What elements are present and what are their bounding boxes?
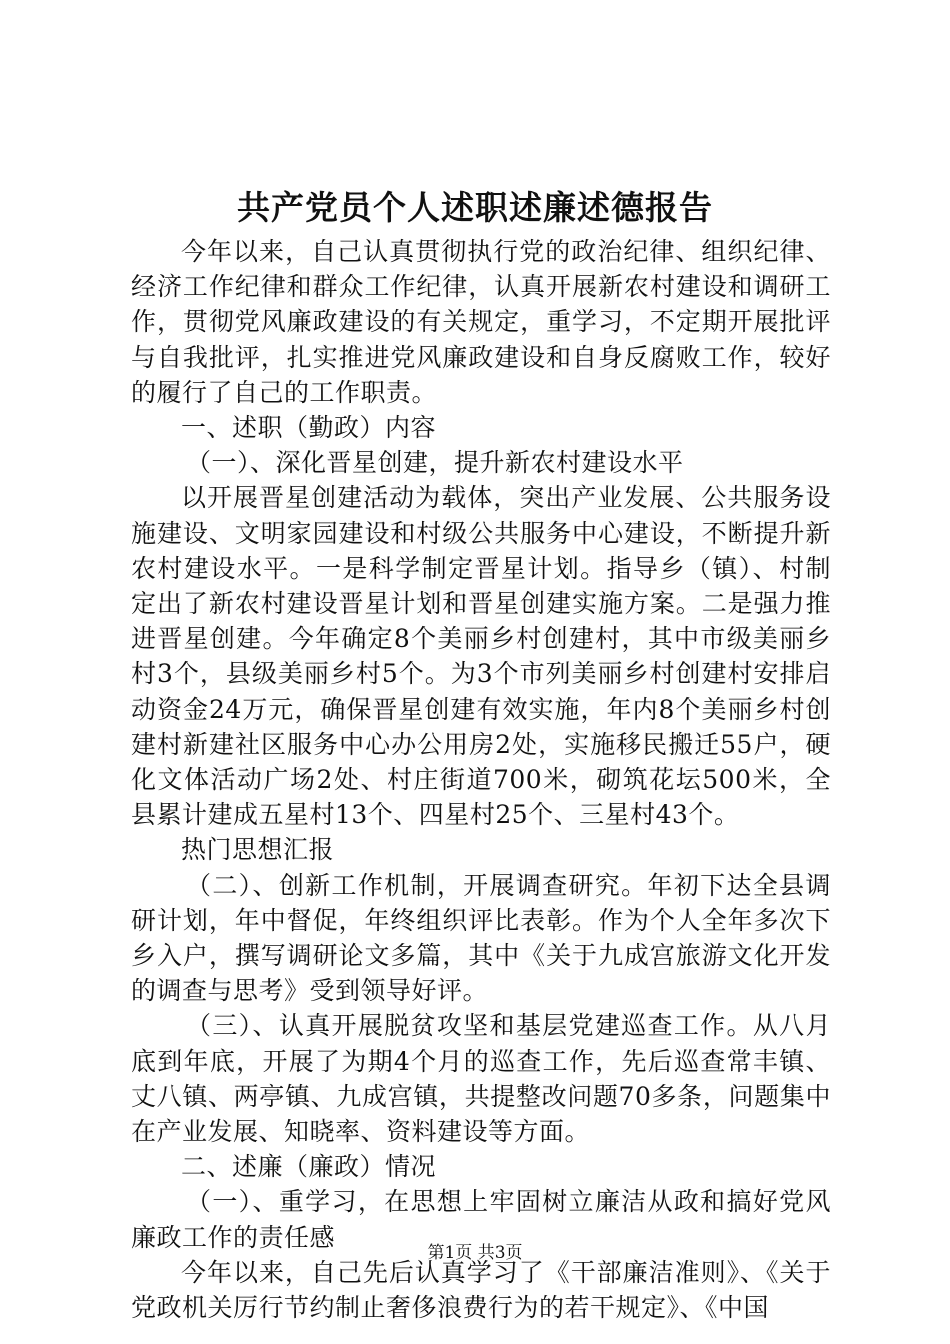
document-body <box>131 234 831 1325</box>
intro-paragraph: 今年以来，自己认真贯彻执行党的政治纪律、组织纪律、经济工作纪律和群众工作纪律，认真开展新农村建设和调研工作，贯彻党风廉政建设的有关规定，重学习，不定期开展批评与自我批评，扎实推进党风廉政建设和自身反腐败工作，较好的履行了自己的工作职责。 <box>131 237 831 407</box>
study-paragraph: 今年以来，自己先后认真学习了《干部廉洁准则》、《关于党政机关厉行节约制止奢侈浪费行为的若干规定》、《中国 <box>131 1257 831 1323</box>
inspection-paragraph: （三）、认真开展脱贫攻坚和基层党建巡查工作。从八月底到年底，开展了为期4个月的巡查工作，先后巡查常丰镇、丈八镇、两亭镇、九成宫镇，共提整改问题70多条，问题集中在产业发展、知晓率、资料建设等方面。 <box>131 1011 831 1147</box>
subsection-heading-study: （一）、重学习，在思想上牢固树立廉洁从政和搞好党风廉政工作的责任感 <box>131 1187 831 1252</box>
star-creation-paragraph: 以开展晋星创建活动为载体，突出产业发展、公共服务设施建设、文明家园建设和村级公共服务中心建设，不断提升新农村建设水平。一是科学制定晋星计划。指导乡（镇）、村制定出了新农村建设晋星计划和晋星创建实施方案。二是强力推进晋星创建。今年确定8个美丽乡村创建村，其中市级美丽乡村3个，县级美丽乡村5个。为3个市列美丽乡村创建村安排启动资金24万元，确保晋星创建有效实施，年内8个美丽乡村创建村新建社区服务中心办公用房2处，实施移民搬迁55户，硬化文体活动广场2处、村庄街道700米，砌筑花坛500米，全县累计建成五星村13个、四星村25个、三星村43个。 <box>131 483 831 830</box>
subsection-heading-star-creation: （一）、深化晋星创建，提升新农村建设水平 <box>186 448 684 478</box>
research-paragraph: （二）、创新工作机制，开展调查研究。年初下达全县调研计划，年中督促，年终组织评比表彰。作为个人全年多次下乡入户，撰写调研论文多篇，其中《关于九成宫旅游文化开发的调查与思考》受到领导好评。 <box>131 870 831 1006</box>
document-title: 共产党员个人述职述廉述德报告 <box>237 188 713 227</box>
hot-topics-line: 热门思想汇报 <box>181 835 335 865</box>
section-heading-integrity: 二、述廉（廉政）情况 <box>181 1152 437 1182</box>
section-heading-duties: 一、述职（勤政）内容 <box>181 413 437 443</box>
page-number: 第1页 共3页 <box>427 1243 523 1263</box>
